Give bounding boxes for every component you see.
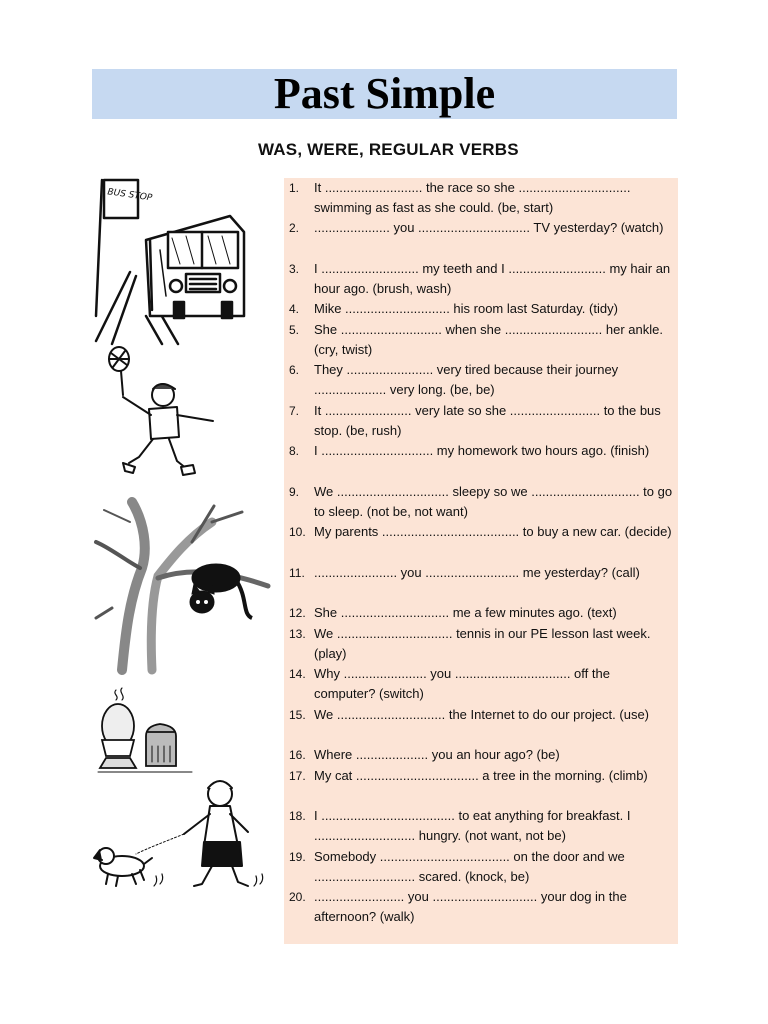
boy-tennis-illustration — [105, 345, 225, 485]
exercise-text: We ................................ tennis in our PE lesson last week. (play) — [314, 626, 651, 662]
exercise-number: 12. — [289, 606, 306, 620]
exercise-text: Mike ............................. his room last Saturday. (tidy) — [314, 301, 618, 316]
exercise-number: 7. — [289, 404, 300, 418]
exercise-text: She .............................. me a few minutes ago. (text) — [314, 605, 617, 620]
exercise-text: I ..................................... to eat anything for breakfast. I ............................ hungry. (not want, not be) — [314, 808, 631, 844]
exercise-number: 13. — [289, 627, 306, 641]
exercise-text: I ............................... my homework two hours ago. (finish) — [314, 443, 650, 458]
exercise-number: 9. — [289, 485, 300, 499]
exercise-number: 8. — [289, 444, 300, 458]
exercise-number: 10. — [289, 525, 306, 539]
exercise-text: My parents ...................................... to buy a new car. (decide) — [314, 524, 672, 539]
exercise-text: Why ....................... you ................................ off the computer? (switch) — [314, 666, 610, 702]
exercise-text: I ........................... my teeth and I ........................... my hair an hour ago. (brush, wash) — [314, 261, 671, 297]
exercise-number: 1. — [289, 181, 300, 195]
exercise-panel — [284, 178, 678, 944]
page-title: Past Simple — [273, 69, 496, 118]
exercise-text: ......................... you ............................. your dog in the afternoon? (walk) — [314, 889, 627, 925]
exercise-text: Where .................... you an hour ago? (be) — [314, 747, 560, 762]
exercise-number: 15. — [289, 708, 306, 722]
girl-walking-dog-illustration — [92, 776, 278, 896]
exercise-number: 20. — [289, 890, 306, 904]
exercise-text: It ........................ very late so she ......................... to the bus stop. (be, rush) — [314, 403, 661, 439]
exercise-text: My cat .................................. a tree in the morning. (climb) — [314, 768, 648, 783]
exercise-text: We ............................... sleepy so we .............................. to go to sleep. (not be, not want) — [314, 484, 673, 520]
exercise-number: 6. — [289, 363, 300, 377]
exercise-number: 17. — [289, 769, 306, 783]
cat-in-tree-illustration — [92, 498, 272, 670]
exercise-text: ....................... you .......................... me yesterday? (call) — [314, 565, 640, 580]
exercise-text: We .............................. the Internet to do our project. (use) — [314, 707, 650, 722]
exercise-text: They ........................ very tired because their journey .................... very long. (be, be) — [314, 362, 619, 398]
title-banner — [92, 69, 677, 119]
bus-stop-illustration — [90, 176, 260, 346]
exercise-text: She ............................ when she ........................... her ankle. (cry, twist) — [314, 322, 663, 358]
worksheet-subtitle: WAS, WERE, REGULAR VERBS — [258, 140, 519, 159]
exercise-number: 19. — [289, 850, 306, 864]
exercise-number: 3. — [289, 262, 300, 276]
exercise-number: 4. — [289, 302, 300, 316]
bus-stop-sign-text: BUS STOP — [106, 187, 153, 204]
exercise-text: Somebody .................................... on the door and we ............................ scared. (knock, be) — [314, 849, 625, 885]
exercise-number: 11. — [289, 566, 305, 580]
exercise-text: ..................... you ............................... TV yesterday? (watch) — [314, 220, 664, 235]
egg-and-salt-illustration — [96, 686, 196, 776]
exercise-number: 18. — [289, 809, 306, 823]
exercise-number: 2. — [289, 221, 300, 235]
exercise-number: 16. — [289, 748, 306, 762]
exercise-text: It ........................... the race so she ............................... swimming as fast as she could. (be, start) — [314, 180, 631, 216]
exercise-number: 14. — [289, 667, 306, 681]
exercise-number: 5. — [289, 323, 300, 337]
